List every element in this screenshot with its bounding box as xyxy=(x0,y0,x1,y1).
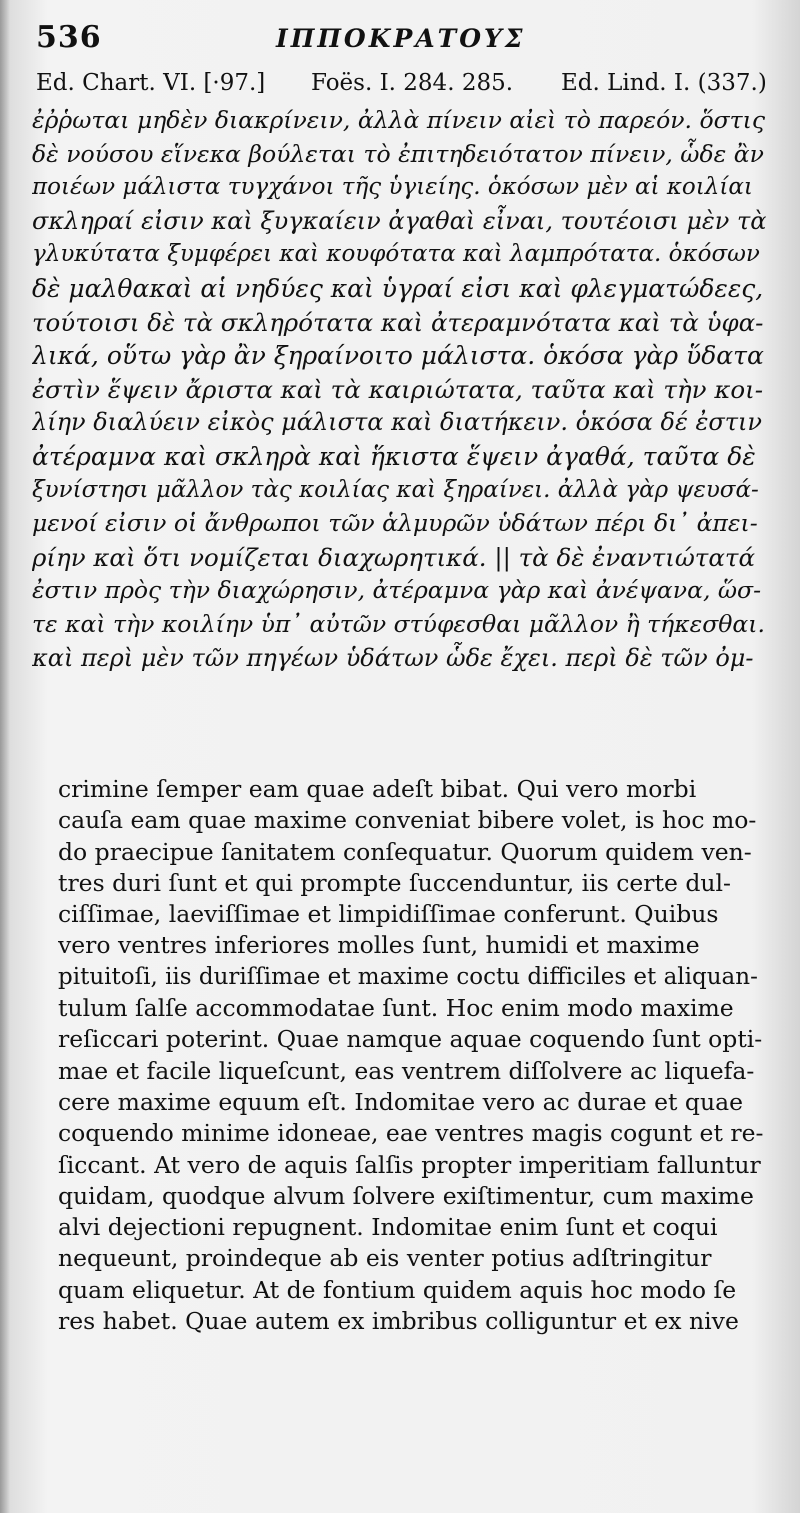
latin-line: ciſſimae, laeviſſimae et limpidiſſimae conferunt. Quibus xyxy=(58,900,719,929)
reference-chartier: Ed. Chart. VI. [·97.] xyxy=(36,70,266,96)
latin-line: do praecipue ſanitatem conſequatur. Quorum quidem ven- xyxy=(58,837,752,866)
latin-line: mae et facile liqueſcunt, eas ventrem diſſolvere ac liquefa- xyxy=(58,1056,755,1085)
greek-line: ποιέων μάλιστα τυγχάνοι τῆς ὑγιείης. ὁκόσων μὲν αἱ κοιλίαι xyxy=(32,174,753,201)
latin-line: pituitoſi, iis duriſſimae et maxime coctu difficiles et aliquan- xyxy=(58,963,758,990)
greek-line: λικά, οὕτω γὰρ ἂν ξηραίνοιτο μάλιστα. ὁκόσα γὰρ ὕδατα xyxy=(32,341,764,371)
latin-line: tres duri ſunt et qui prompte ſuccenduntur, iis certe dul- xyxy=(58,868,731,897)
latin-line: vero ventres inferiores molles ſunt, humidi et maxime xyxy=(58,931,700,960)
reference-foes: Foës. I. 284. 285. xyxy=(311,70,514,96)
latin-line: crimine ſemper eam quae adeſt bibat. Qui vero morbi xyxy=(58,775,697,803)
greek-line: σκληραί εἰσιν καὶ ξυγκαίειν ἀγαθαὶ εἶναι, τουτέοισι μὲν τὰ xyxy=(32,206,767,235)
greek-line: καὶ περὶ μὲν τῶν πηγέων ὑδάτων ὧδε ἔχει. περὶ δὲ τῶν ὀμ- xyxy=(32,643,754,672)
greek-line: ρίην καὶ ὅτι νομίζεται διαχωρητικά. || τὰ δὲ ἐναντιώτατά xyxy=(32,542,756,572)
running-head: ΙΠΠΟΚΡΑΤΟΥΣ xyxy=(276,24,526,53)
greek-line: δὲ νούσου εἵνεκα βούλεται τὸ ἐπιτηδειότατον πίνειν, ὧδε ἂν xyxy=(32,139,764,168)
latin-line: coquendo minime idoneae, eae ventres magis cogunt et re- xyxy=(58,1119,764,1148)
latin-line: nequeunt, proindeque ab eis venter potius adſtringitur xyxy=(58,1244,712,1273)
greek-line: ἐῤῥωται μηδὲν διακρίνειν, ἀλλὰ πίνειν αἰεὶ τὸ παρεόν. ὅστις xyxy=(32,106,766,134)
greek-line: γλυκύτατα ξυμφέρει καὶ κουφότατα καὶ λαμπρότατα. ὁκόσων xyxy=(32,241,760,268)
greek-line: ἐστιν πρὸς τὴν διαχώρησιν, ἀτέραμνα γὰρ καὶ ἀνέψανα, ὥσ- xyxy=(32,576,762,605)
edition-references xyxy=(36,70,772,106)
greek-text-block xyxy=(32,104,768,675)
greek-line: λίην διαλύειν εἰκὸς μάλιστα καὶ διατήκειν. ὁκόσα δέ ἐστιν xyxy=(32,408,762,437)
latin-line: alvi dejectioni repugnent. Indomitae enim ſunt et coqui xyxy=(58,1213,718,1242)
greek-line: ἀτέραμνα καὶ σκληρὰ καὶ ἥκιστα ἕψειν ἀγαθά, ταῦτα δὲ xyxy=(32,441,756,471)
latin-line: res habet. Quae autem ex imbribus colliguntur et ex nive xyxy=(58,1307,739,1336)
greek-line: τούτοισι δὲ τὰ σκληρότατα καὶ ἀτεραμνότατα καὶ τὰ ὑφα- xyxy=(32,307,764,337)
page-header xyxy=(36,20,760,60)
greek-line: μενοί εἰσιν οἱ ἄνθρωποι τῶν ἁλμυρῶν ὑδάτων πέρι δι᾽ ἀπει- xyxy=(32,509,758,538)
latin-line: ſiccant. At vero de aquis ſalſis propter imperitiam falluntur xyxy=(58,1150,761,1179)
reference-linden: Ed. Lind. I. (337.) xyxy=(561,70,767,96)
page-gutter-shadow xyxy=(0,0,10,1513)
page-number: 536 xyxy=(36,20,102,55)
latin-line: reſiccari poterint. Quae namque aquae coquendo ſunt opti- xyxy=(58,1025,763,1054)
latin-line: cere maxime equum eſt. Indomitae vero ac durae et quae xyxy=(58,1087,743,1116)
latin-line: quidam, quodque alvum ſolvere exiſtimentur, cum maxime xyxy=(58,1181,754,1210)
latin-line: tulum ſalſe accommodatae ſunt. Hoc enim modo maxime xyxy=(58,994,734,1023)
greek-line: ἐστὶν ἕψειν ἄριστα καὶ τὰ καιριώτατα, ταῦτα καὶ τὴν κοι- xyxy=(32,374,764,404)
greek-line: τε καὶ τὴν κοιλίην ὑπ᾽ αὐτῶν στύφεσθαι μᾶλλον ἢ τήκεσθαι. xyxy=(32,609,765,638)
greek-line: δὲ μαλθακαὶ αἱ νηδύες καὶ ὑγραί εἰσι καὶ φλεγματώδεες, xyxy=(32,273,764,303)
latin-line: quam eliquetur. At de fontium quidem aquis hoc modo ſe xyxy=(58,1275,737,1304)
latin-line: cauſa eam quae maxime conveniat bibere volet, is hoc mo- xyxy=(58,806,757,835)
greek-line: ξυνίστησι μᾶλλον τὰς κοιλίας καὶ ξηραίνει. ἀλλὰ γὰρ ψευσά- xyxy=(32,476,759,503)
latin-text-block xyxy=(58,774,768,1337)
